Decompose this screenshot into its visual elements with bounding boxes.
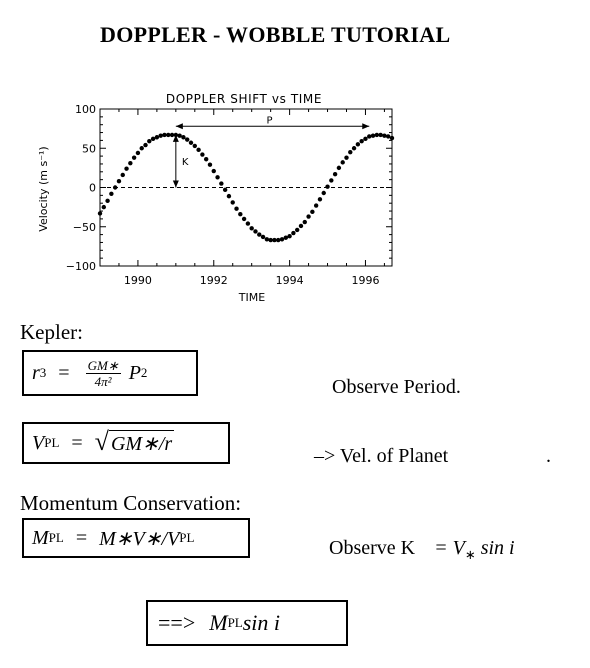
eq3-rhs: M∗V∗/V [99, 527, 180, 550]
data-point [200, 152, 204, 156]
y-tick-label: 100 [75, 103, 96, 116]
note-planet-velocity-dot: . [546, 445, 551, 467]
data-point [265, 237, 269, 241]
data-point [303, 220, 307, 224]
data-point [337, 166, 341, 170]
data-point [341, 160, 345, 164]
data-point [170, 133, 174, 137]
note3-sub: ∗ [464, 547, 476, 562]
x-tick-label: 1990 [123, 274, 152, 287]
data-point [348, 150, 352, 154]
note-observe-k [329, 537, 515, 563]
x-tick-label: 1994 [275, 274, 304, 287]
data-point [242, 217, 246, 221]
momentum-label: Momentum Conservation: [20, 491, 242, 515]
data-point [189, 141, 193, 145]
note3-rest: sin i [475, 537, 515, 559]
data-point [359, 139, 363, 143]
eq3-rhs-sub: PL [179, 530, 195, 545]
data-point [356, 142, 360, 146]
period-arrowhead-left [176, 123, 183, 129]
y-tick-label: 50 [82, 142, 96, 156]
eq1-rhs-exp: 2 [140, 365, 148, 380]
eq2-lhs: V [32, 431, 45, 454]
eq2-lhs-sub: PL [44, 435, 60, 450]
data-point [306, 214, 310, 218]
data-point [249, 226, 253, 230]
data-point [344, 155, 348, 159]
data-point [136, 151, 140, 155]
data-point [132, 155, 136, 159]
data-point [124, 166, 128, 170]
data-point [295, 228, 299, 232]
data-point [310, 210, 314, 214]
data-point [284, 236, 288, 240]
momentum-equation-box [22, 518, 250, 558]
data-point [98, 211, 102, 215]
result-box [146, 600, 348, 646]
data-point [158, 133, 162, 137]
data-point [322, 191, 326, 195]
data-point [140, 146, 144, 150]
data-point [147, 139, 151, 143]
data-point [272, 238, 276, 242]
data-point [257, 232, 261, 236]
sqrt-icon: √ [94, 427, 109, 456]
data-point [371, 133, 375, 137]
result-lhs-sub: PL [227, 615, 243, 630]
data-point [363, 137, 367, 141]
data-point [143, 143, 147, 147]
data-point [193, 144, 197, 148]
chart-title: DOPPLER SHIFT vs TIME [165, 92, 323, 106]
eq1-frac-den: 4π² [94, 373, 112, 389]
data-point [121, 173, 125, 177]
data-point [166, 133, 170, 137]
data-point [287, 234, 291, 238]
note3-eq: = V [434, 537, 465, 559]
data-point [329, 178, 333, 182]
eq2-radicand: GM∗/r [109, 430, 174, 456]
data-point [231, 200, 235, 204]
data-point [227, 194, 231, 198]
kepler-label: Kepler: [20, 320, 83, 344]
data-point [314, 203, 318, 207]
data-point [378, 133, 382, 137]
data-point [177, 133, 181, 137]
data-point [113, 185, 117, 189]
data-point [268, 238, 272, 242]
chart-annotations [173, 115, 369, 187]
amplitude-label: K [181, 157, 189, 169]
eq1-fraction [86, 359, 121, 388]
note3-prefix: Observe K [329, 537, 416, 559]
result-rest: sin i [242, 610, 281, 635]
eq3-equals: = [75, 526, 88, 549]
data-point [215, 175, 219, 179]
x-axis-label: TIME [238, 291, 266, 304]
note-observe-period: Observe Period. [332, 376, 461, 398]
data-point [382, 133, 386, 137]
y-tick-label: −100 [65, 260, 96, 273]
data-point [276, 238, 280, 242]
data-point [212, 169, 216, 173]
eq1-rhs: P [128, 361, 141, 384]
data-point [109, 192, 113, 196]
data-point [367, 134, 371, 138]
page-title: DOPPLER - WOBBLE TUTORIAL [100, 22, 451, 47]
period-arrowhead-right [362, 123, 369, 129]
data-point [390, 136, 394, 140]
amplitude-arrowhead-bottom [173, 181, 179, 188]
eq1-equals: = [58, 361, 70, 384]
eq1-exp: 3 [39, 365, 47, 380]
data-point [151, 137, 155, 141]
data-point [352, 146, 356, 150]
eq1-lhs: r [32, 361, 40, 384]
data-point [325, 185, 329, 189]
eq2-equals: = [71, 431, 83, 454]
y-tick-label: −50 [72, 220, 96, 234]
data-point [386, 134, 390, 138]
eq3-lhs: M [32, 526, 49, 549]
y-tick-label: 0 [89, 181, 96, 195]
data-point [280, 237, 284, 241]
data-point [181, 135, 185, 139]
y-axis-label: Velocity (m s⁻¹) [37, 146, 50, 232]
data-point [261, 235, 265, 239]
data-point [102, 205, 106, 209]
eq3-lhs-sub: PL [48, 530, 64, 545]
data-point [185, 137, 189, 141]
data-point [253, 229, 257, 233]
data-point [155, 135, 159, 139]
kepler-equation-box [22, 350, 198, 396]
velocity-equation-box [22, 422, 230, 464]
eq1-frac-num: GM∗ [87, 357, 119, 373]
result-lhs: M [209, 610, 228, 635]
data-point [223, 188, 227, 192]
x-tick-label: 1996 [351, 274, 380, 287]
data-point [117, 179, 121, 183]
x-tick-label: 1992 [199, 274, 228, 287]
period-label: P [266, 115, 273, 127]
data-point [375, 133, 379, 137]
data-point [238, 212, 242, 216]
data-point [246, 221, 250, 225]
data-point [208, 163, 212, 167]
data-point [291, 231, 295, 235]
sqrt-expression [94, 427, 174, 456]
data-point [204, 157, 208, 161]
data-point [196, 148, 200, 152]
doppler-chart [30, 86, 400, 308]
data-point [234, 206, 238, 210]
result-arrow: ==> [158, 610, 196, 635]
data-point [128, 161, 132, 165]
data-point [105, 199, 109, 203]
data-point [162, 133, 166, 137]
data-point [219, 181, 223, 185]
note-planet-velocity: –> Vel. of Planet [314, 445, 449, 467]
data-point [299, 224, 303, 228]
data-point [318, 197, 322, 201]
data-point [333, 172, 337, 176]
